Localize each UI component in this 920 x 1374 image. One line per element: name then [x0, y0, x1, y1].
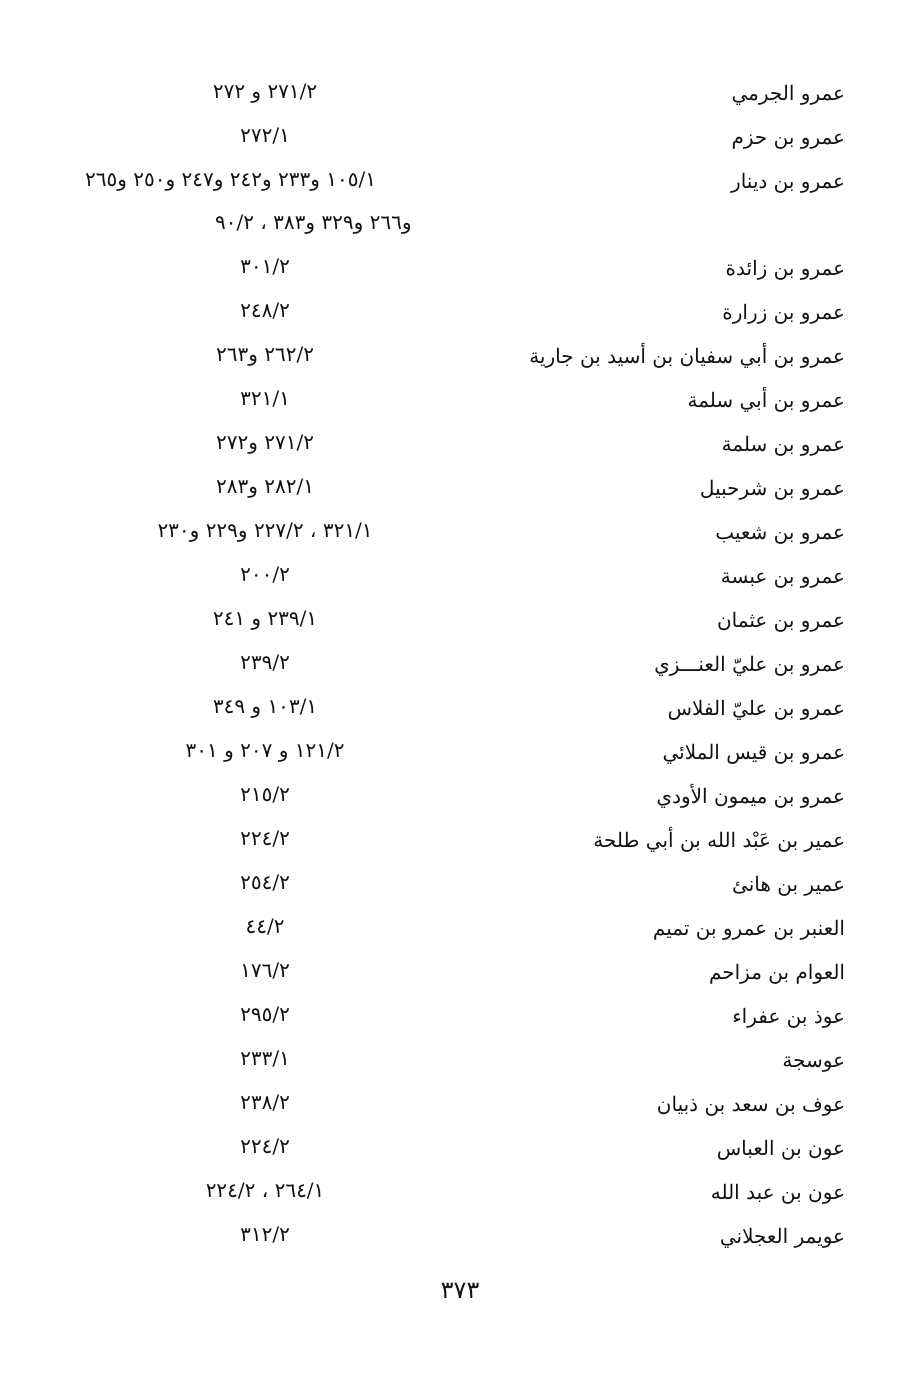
entry-name: عمرو بن شرحبيل: [699, 476, 845, 500]
entry-references: [60, 867, 470, 910]
reference-line: ٢٢٤/٢: [240, 826, 290, 850]
reference-line: ١٢١/٢ و ٢٠٧ و ٣٠١: [185, 738, 345, 762]
entry-name: عمرو بن عثمان: [716, 608, 845, 632]
reference-line: ١٠٥/١ و٢٣٣ و٢٤٢ و٢٤٧ و٢٥٠ و٢٦٥: [85, 167, 376, 191]
index-entry: [0, 1215, 920, 1259]
index-entry: [0, 1171, 920, 1215]
reference-line: ٣٠١/٢: [240, 254, 290, 278]
entry-name: عون بن العباس: [716, 1136, 845, 1160]
entry-name: عمرو بن أبي سفيان بن أسيد بن جارية: [529, 344, 845, 368]
index-entry: [0, 511, 920, 555]
index-entry: [0, 1083, 920, 1127]
reference-line: ٢٣٩/١ و ٢٤١: [212, 606, 318, 630]
entry-references: [60, 120, 470, 163]
entry-references: [60, 1175, 470, 1218]
entry-name: عمرو بن قيس الملائي: [662, 740, 845, 764]
entry-references: [60, 1043, 470, 1086]
index-list: [0, 72, 920, 1259]
reference-line: ٢٤٨/٢: [240, 298, 290, 322]
index-entry: [0, 819, 920, 863]
entry-name: عمرو بن دينار: [731, 169, 845, 193]
entry-references: [60, 383, 470, 426]
index-entry: [0, 775, 920, 819]
entry-references: [60, 691, 470, 734]
reference-line: ٢٧١/٢ و ٢٧٢: [212, 79, 318, 103]
entry-name: عوذ بن عفراء: [732, 1004, 845, 1028]
entry-name: العنبر بن عمرو بن تميم: [652, 916, 845, 940]
index-entry: [0, 379, 920, 423]
entry-name: عمرو بن زائدة: [725, 256, 845, 280]
index-entry: [0, 72, 920, 116]
reference-line: ٢٥٤/٢: [240, 870, 290, 894]
entry-references: [60, 779, 470, 822]
reference-line: ٢١٥/٢: [240, 782, 290, 806]
entry-name: عمرو بن عليّ العنـــزي: [654, 652, 845, 676]
entry-references: [60, 911, 470, 954]
entry-name: عوسجة: [782, 1048, 845, 1072]
reference-line: ٢٣٨/٢: [240, 1090, 290, 1114]
entry-references: [60, 559, 470, 602]
reference-line: ٢٨٢/١ و٢٨٣: [216, 474, 314, 498]
entry-references: [60, 1219, 470, 1262]
index-entry: [0, 863, 920, 907]
index-entry: [0, 995, 920, 1039]
entry-name: عمرو بن زرارة: [722, 300, 845, 324]
entry-name: عمرو بن سلمة: [721, 432, 845, 456]
page-number: ٣٧٣: [440, 1276, 480, 1304]
index-entry: [0, 467, 920, 511]
entry-name: عويمر العجلاني: [719, 1224, 845, 1248]
entry-references: [60, 647, 470, 690]
entry-references: [60, 515, 470, 558]
reference-line: ٢٠٠/٢: [240, 562, 290, 586]
index-entry: [0, 599, 920, 643]
entry-references: [60, 735, 470, 778]
index-entry: [0, 555, 920, 599]
index-entry: [0, 687, 920, 731]
reference-line: ٣١٢/٢: [240, 1222, 290, 1246]
entry-name: عمرو بن عليّ الفلاس: [667, 696, 845, 720]
index-entry: [0, 291, 920, 335]
index-entry: [0, 731, 920, 775]
entry-references: [60, 999, 470, 1042]
index-entry: [0, 423, 920, 467]
index-entry: [0, 160, 920, 247]
index-entry: [0, 907, 920, 951]
reference-line: ١٧٦/٢: [240, 958, 290, 982]
entry-name: عمرو بن ميمون الأودي: [656, 784, 845, 808]
index-entry: [0, 643, 920, 687]
entry-references: [60, 251, 470, 294]
entry-references: [60, 295, 470, 338]
index-entry: [0, 116, 920, 160]
reference-line: ٢٧١/٢ و٢٧٢: [216, 430, 314, 454]
entry-name: عمرو بن أبي سلمة: [687, 388, 845, 412]
index-entry: [0, 1039, 920, 1083]
entry-name: عون بن عبد الله: [710, 1180, 845, 1204]
reference-line: ٢٣٩/٢: [240, 650, 290, 674]
reference-line: ٣٢١/١: [240, 386, 290, 410]
entry-name: عمرو بن عبسة: [720, 564, 845, 588]
entry-name: عمرو بن شعيب: [715, 520, 845, 544]
reference-line: ٢٢٤/٢: [240, 1134, 290, 1158]
reference-line: ٣٢١/١ ، ٢٢٧/٢ و٢٢٩ و٢٣٠: [157, 518, 373, 542]
entry-references: [60, 1087, 470, 1130]
reference-line: و٢٦٦ و٣٢٩ و٣٨٣ ، ٩٠/٢: [215, 210, 412, 234]
reference-line: ٢٦٤/١ ، ٢٢٤/٢: [205, 1178, 325, 1202]
entry-references: [60, 339, 470, 382]
entry-name: عمرو بن حزم: [731, 125, 845, 149]
entry-references: [60, 955, 470, 998]
entry-references: [60, 1131, 470, 1174]
entry-references: [60, 603, 470, 646]
index-entry: [0, 1127, 920, 1171]
entry-name: عوف بن سعد بن ذبيان: [656, 1092, 845, 1116]
reference-line: ٢٦٢/٢ و٢٦٣: [216, 342, 314, 366]
entry-name: عمرو الجرمي: [731, 81, 845, 105]
reference-line: ١٠٣/١ و ٣٤٩: [212, 694, 318, 718]
entry-name: العوام بن مزاحم: [708, 960, 845, 984]
entry-name: عمير بن هانئ: [732, 872, 845, 896]
index-entry: [0, 247, 920, 291]
entry-references: [60, 427, 470, 470]
reference-line: ٢٩٥/٢: [240, 1002, 290, 1026]
index-entry: [0, 335, 920, 379]
entry-references: [60, 164, 470, 250]
entry-name: عمير بن عَبْد الله بن أبي طلحة: [593, 828, 845, 852]
reference-line: ٤٤/٢: [245, 914, 285, 938]
entry-references: [60, 76, 470, 119]
reference-line: ٢٧٢/١: [240, 123, 290, 147]
reference-line: ٢٣٣/١: [240, 1046, 290, 1070]
entry-references: [60, 471, 470, 514]
index-entry: [0, 951, 920, 995]
entry-references: [60, 823, 470, 866]
